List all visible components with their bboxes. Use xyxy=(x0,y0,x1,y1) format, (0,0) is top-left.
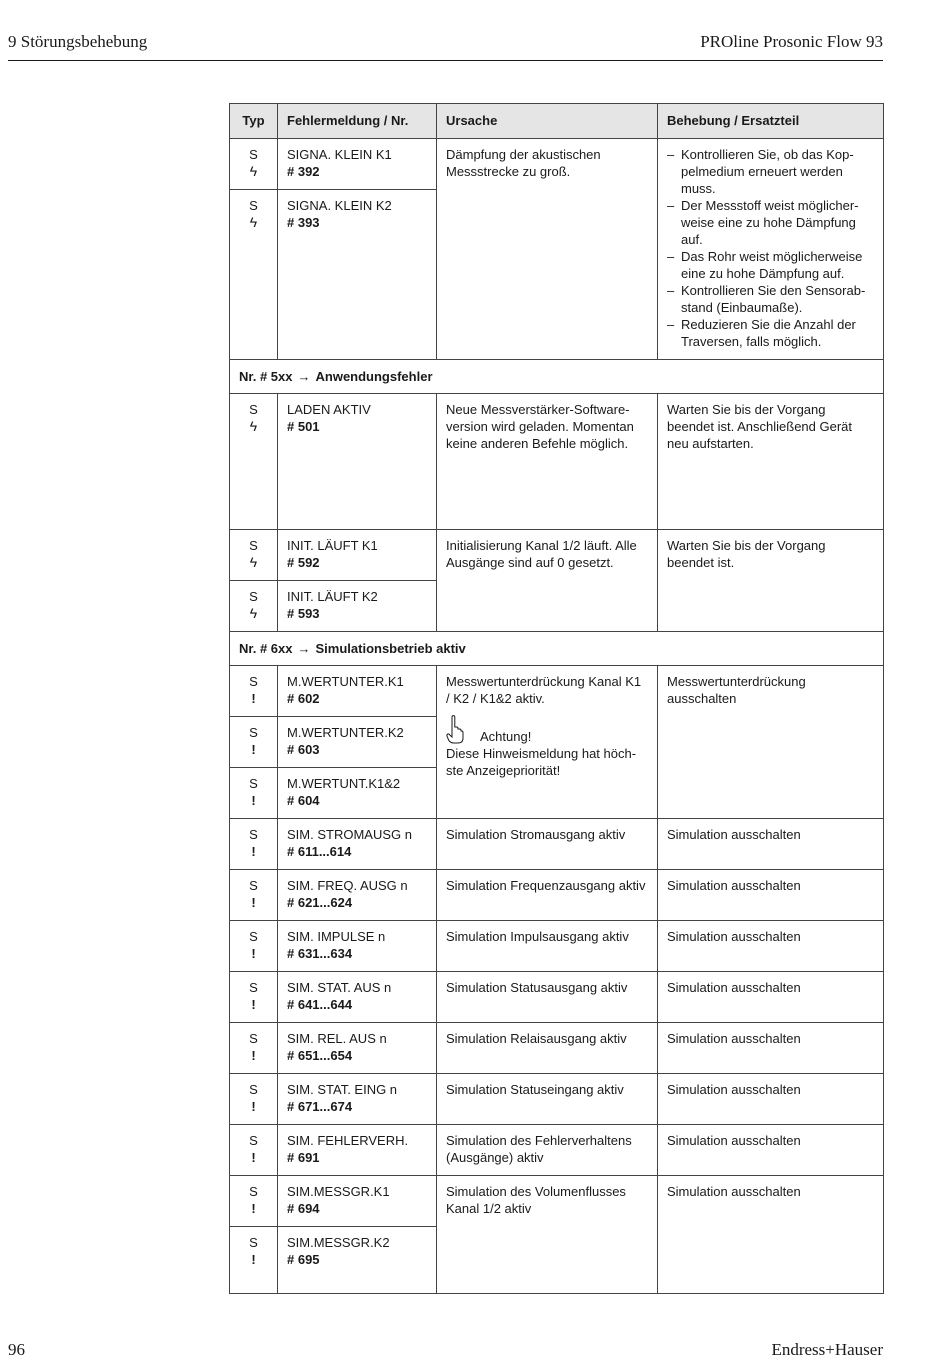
remedy-cell: Simulation ausschalten xyxy=(658,1176,884,1294)
table-row xyxy=(230,819,884,870)
message-cell xyxy=(278,1023,437,1074)
exclamation-icon: ! xyxy=(251,895,256,910)
note-title: Achtung! xyxy=(480,729,532,744)
table-row xyxy=(230,1074,884,1125)
type-letter: S xyxy=(249,1133,258,1148)
cause-cell: Simulation Stromausgang aktiv xyxy=(437,819,658,870)
section-code: Nr. # 6xx xyxy=(239,641,293,656)
type-letter: S xyxy=(249,1082,258,1097)
message-text: SIM. STAT. AUS n xyxy=(287,980,392,995)
cause-cell: Simulation des Volumenflusses Kanal 1/2 aktiv xyxy=(437,1176,658,1294)
section-heading xyxy=(230,632,884,666)
message-number: # 621...624 xyxy=(287,895,353,910)
type-letter: S xyxy=(249,674,258,689)
table-row xyxy=(230,530,884,581)
message-cell xyxy=(278,1074,437,1125)
lightning-icon: ϟ xyxy=(249,605,258,621)
note-text: Diese Hinweismeldung hat höchste Anzeigepriorität! xyxy=(446,746,637,778)
page-number: 96 xyxy=(8,1340,25,1359)
message-number: # 641...644 xyxy=(287,997,353,1012)
type-letter: S xyxy=(249,827,258,842)
col-header-cause: Ursache xyxy=(437,104,658,139)
type-cell xyxy=(230,768,278,819)
list-item: – Kontrollieren Sie, ob das Koppelmedium erneuert werden muss. xyxy=(667,146,874,197)
cause-cell xyxy=(437,666,658,819)
message-number: # 603 xyxy=(287,742,320,757)
message-number: # 393 xyxy=(287,215,320,230)
table-header-row xyxy=(230,104,884,139)
type-letter: S xyxy=(249,589,258,604)
lightning-icon: ϟ xyxy=(249,554,258,570)
type-letter: S xyxy=(249,147,258,162)
message-cell xyxy=(278,819,437,870)
exclamation-icon: ! xyxy=(251,1201,256,1216)
type-cell xyxy=(230,394,278,530)
message-cell xyxy=(278,870,437,921)
message-text: INIT. LÄUFT K2 xyxy=(287,589,378,604)
message-text: SIM. FREQ. AUSG n xyxy=(287,878,408,893)
lightning-icon: ϟ xyxy=(249,163,258,179)
type-letter: S xyxy=(249,776,258,791)
table-row xyxy=(230,666,884,717)
section-heading xyxy=(230,360,884,394)
exclamation-icon: ! xyxy=(251,997,256,1012)
pointing-hand-icon xyxy=(446,715,480,745)
lightning-icon: ϟ xyxy=(249,214,258,230)
section-row xyxy=(230,632,884,666)
section-code: Nr. # 5xx xyxy=(239,369,293,384)
message-text: M.WERTUNTER.K1 xyxy=(287,674,404,689)
remedy-cell: Messwertunterdrückung ausschalten xyxy=(658,666,884,819)
exclamation-icon: ! xyxy=(251,1048,256,1063)
type-cell xyxy=(230,870,278,921)
message-cell xyxy=(278,972,437,1023)
remedy-list xyxy=(667,146,874,350)
type-letter: S xyxy=(249,1031,258,1046)
type-letter: S xyxy=(249,929,258,944)
message-number: # 604 xyxy=(287,793,320,808)
type-cell xyxy=(230,1176,278,1227)
type-cell xyxy=(230,190,278,360)
exclamation-icon: ! xyxy=(251,742,256,757)
type-letter: S xyxy=(249,1184,258,1199)
exclamation-icon: ! xyxy=(251,844,256,859)
arrow-right-icon: → xyxy=(297,369,311,384)
type-cell xyxy=(230,921,278,972)
message-text: M.WERTUNTER.K2 xyxy=(287,725,404,740)
exclamation-icon: ! xyxy=(251,1099,256,1114)
message-text: SIGNA. KLEIN K2 xyxy=(287,198,392,213)
remedy-cell: Simulation ausschalten xyxy=(658,870,884,921)
cause-cell: Simulation Frequenzausgang aktiv xyxy=(437,870,658,921)
type-cell xyxy=(230,530,278,581)
remedy-cell: Warten Sie bis der Vorgang beendet ist. xyxy=(658,530,884,632)
message-number: # 392 xyxy=(287,164,320,179)
cause-text: Messwertunterdrückung Kanal K1 / K2 / K1&2 aktiv. xyxy=(446,674,642,706)
type-letter: S xyxy=(249,402,258,417)
message-cell xyxy=(278,717,437,768)
brand-name: Endress+Hauser xyxy=(771,1340,883,1359)
message-text: SIM. STROMAUSG n xyxy=(287,827,412,842)
message-number: # 671...674 xyxy=(287,1099,353,1114)
message-number: # 695 xyxy=(287,1252,320,1267)
type-cell xyxy=(230,139,278,190)
cause-cell: Neue Messverstärker-Softwareversion wird geladen. Momentan keine anderen Befehle möglich. xyxy=(437,394,658,530)
list-item: – Reduzieren Sie die Anzahl der Traversen, falls möglich. xyxy=(667,316,874,350)
message-cell xyxy=(278,768,437,819)
lightning-icon: ϟ xyxy=(249,418,258,434)
cause-cell: Dämpfung der akustischen Messstrecke zu groß. xyxy=(437,139,658,360)
message-text: SIM. STAT. EING n xyxy=(287,1082,398,1097)
section-title: Anwendungsfehler xyxy=(315,369,433,384)
exclamation-icon: ! xyxy=(251,691,256,706)
message-number: # 611...614 xyxy=(287,844,352,859)
remedy-cell xyxy=(658,139,884,360)
cause-cell: Simulation Statuseingang aktiv xyxy=(437,1074,658,1125)
message-text: INIT. LÄUFT K1 xyxy=(287,538,378,553)
type-cell xyxy=(230,1023,278,1074)
type-cell xyxy=(230,581,278,632)
message-number: # 691 xyxy=(287,1150,320,1165)
table-row xyxy=(230,870,884,921)
message-cell xyxy=(278,1227,437,1294)
type-cell xyxy=(230,666,278,717)
message-text: SIGNA. KLEIN K1 xyxy=(287,147,392,162)
list-item: – Kontrollieren Sie den Sensorabstand (Einbaumaße). xyxy=(667,282,874,316)
remedy-cell: Simulation ausschalten xyxy=(658,972,884,1023)
type-letter: S xyxy=(249,980,258,995)
remedy-cell: Simulation ausschalten xyxy=(658,921,884,972)
exclamation-icon: ! xyxy=(251,793,256,808)
cause-cell: Simulation Relaisausgang aktiv xyxy=(437,1023,658,1074)
type-cell xyxy=(230,819,278,870)
type-letter: S xyxy=(249,725,258,740)
product-title: PROline Prosonic Flow 93 xyxy=(700,32,883,51)
message-number: # 651...654 xyxy=(287,1048,353,1063)
message-number: # 501 xyxy=(287,419,320,434)
message-cell xyxy=(278,139,437,190)
remedy-cell: Simulation ausschalten xyxy=(658,1023,884,1074)
table-row xyxy=(230,972,884,1023)
warning-note xyxy=(446,715,648,779)
exclamation-icon: ! xyxy=(251,946,256,961)
remedy-cell: Warten Sie bis der Vorgang beendet ist. Anschließend Gerät neu aufstarten. xyxy=(658,394,884,530)
message-cell xyxy=(278,394,437,530)
type-cell xyxy=(230,972,278,1023)
cause-cell: Simulation Statusausgang aktiv xyxy=(437,972,658,1023)
message-number: # 592 xyxy=(287,555,320,570)
list-item: – Der Messstoff weist möglicherweise eine zu hohe Dämpfung auf. xyxy=(667,197,874,248)
message-text: LADEN AKTIV xyxy=(287,402,371,417)
exclamation-icon: ! xyxy=(251,1252,256,1267)
message-cell xyxy=(278,921,437,972)
message-number: # 694 xyxy=(287,1201,320,1216)
type-letter: S xyxy=(249,538,258,553)
message-text: SIM. FEHLERVERH. xyxy=(287,1133,409,1148)
message-number: # 593 xyxy=(287,606,320,621)
type-cell xyxy=(230,717,278,768)
message-text: SIM. REL. AUS n xyxy=(287,1031,387,1046)
message-cell xyxy=(278,530,437,581)
table-row xyxy=(230,921,884,972)
type-cell xyxy=(230,1074,278,1125)
table-row xyxy=(230,1125,884,1176)
message-text: SIM. IMPULSE n xyxy=(287,929,386,944)
col-header-message: Fehlermeldung / Nr. xyxy=(278,104,437,139)
type-cell xyxy=(230,1227,278,1294)
page-header xyxy=(8,30,883,61)
remedy-cell: Simulation ausschalten xyxy=(658,1125,884,1176)
message-text: SIM.MESSGR.K1 xyxy=(287,1184,390,1199)
table-row xyxy=(230,1176,884,1227)
message-cell xyxy=(278,581,437,632)
remedy-cell: Simulation ausschalten xyxy=(658,1074,884,1125)
message-number: # 602 xyxy=(287,691,320,706)
type-letter: S xyxy=(249,198,258,213)
cause-cell: Simulation des Fehlerverhaltens (Ausgänge) aktiv xyxy=(437,1125,658,1176)
type-letter: S xyxy=(249,878,258,893)
table-row xyxy=(230,394,884,530)
remedy-cell: Simulation ausschalten xyxy=(658,819,884,870)
col-header-type: Typ xyxy=(230,104,278,139)
list-item: – Das Rohr weist möglicherweise eine zu hohe Dämpfung auf. xyxy=(667,248,874,282)
error-table xyxy=(229,103,884,1294)
col-header-remedy: Behebung / Ersatzteil xyxy=(658,104,884,139)
arrow-right-icon: → xyxy=(297,641,311,656)
section-title: Simulationsbetrieb aktiv xyxy=(315,641,466,656)
message-text: SIM.MESSGR.K2 xyxy=(287,1235,390,1250)
message-text: M.WERTUNT.K1&2 xyxy=(287,776,401,791)
message-number: # 631...634 xyxy=(287,946,353,961)
type-letter: S xyxy=(249,1235,258,1250)
message-cell xyxy=(278,190,437,360)
message-cell xyxy=(278,666,437,717)
cause-cell: Simulation Impulsausgang aktiv xyxy=(437,921,658,972)
exclamation-icon: ! xyxy=(251,1150,256,1165)
cause-cell: Initialisierung Kanal 1/2 läuft. Alle Ausgänge sind auf 0 gesetzt. xyxy=(437,530,658,632)
message-cell xyxy=(278,1125,437,1176)
message-cell xyxy=(278,1176,437,1227)
table-row xyxy=(230,139,884,190)
table-row xyxy=(230,1023,884,1074)
type-cell xyxy=(230,1125,278,1176)
page-footer xyxy=(8,1338,883,1362)
chapter-title: 9 Störungsbehebung xyxy=(8,32,148,51)
section-row xyxy=(230,360,884,394)
